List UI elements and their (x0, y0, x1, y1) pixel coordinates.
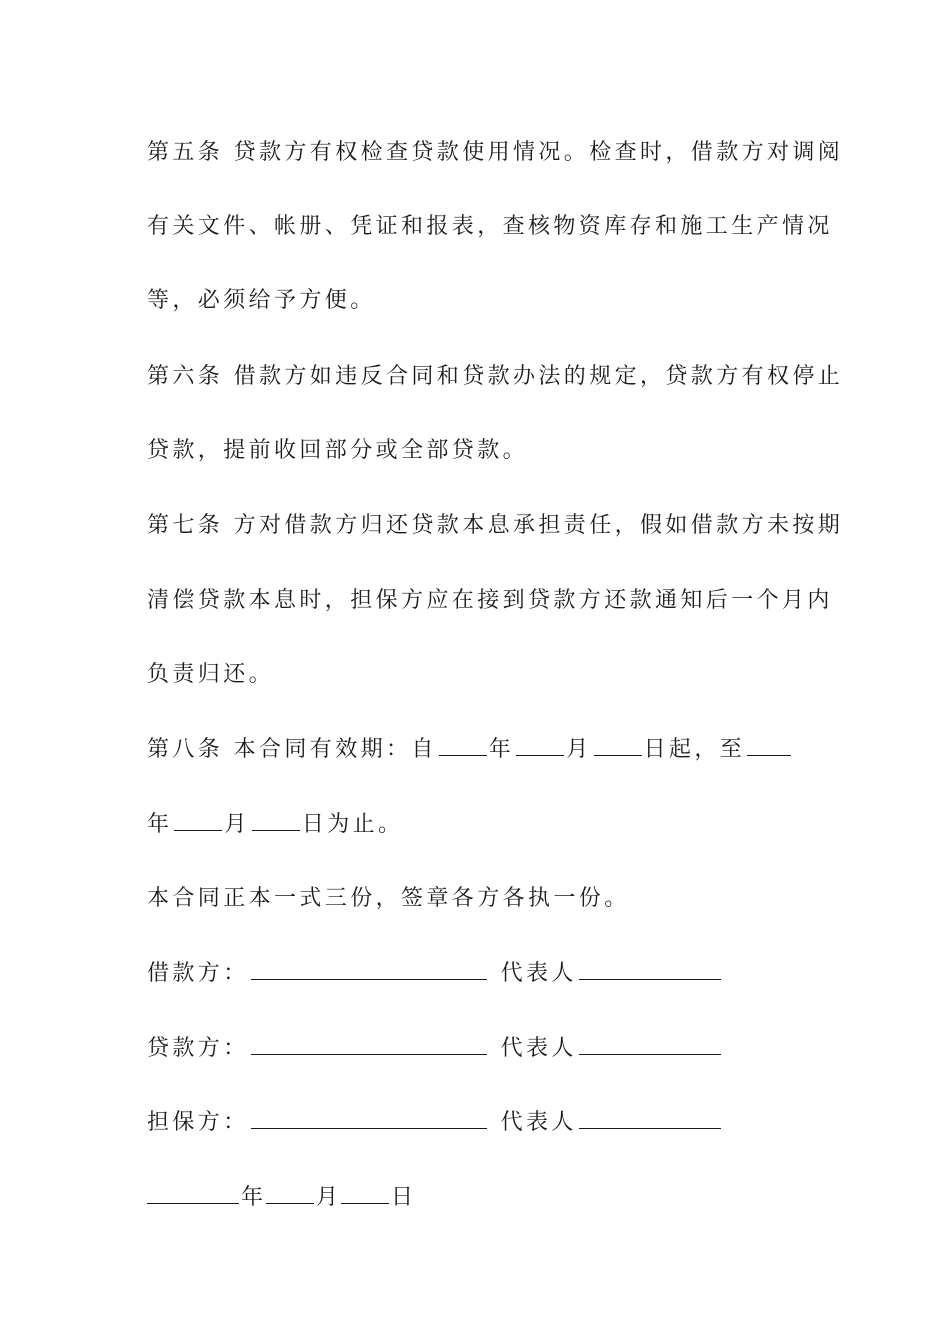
lender-label: 贷款方： (147, 1036, 249, 1061)
borrower-blank (251, 959, 487, 980)
article-7-line-2: 清偿贷款本息时，担保方应在接到贷款方还款通知后一个月内 (147, 588, 833, 613)
date-year-label: 年 (241, 1185, 265, 1210)
date-day-label: 日 (391, 1185, 415, 1210)
end-year-blank (747, 735, 791, 756)
copies-statement: 本合同正本一式三份，签章各方各执一份。 (147, 886, 630, 911)
article-8-line-2 (147, 810, 403, 840)
guarantor-blank (251, 1108, 487, 1129)
article-8-year2-label: 年 (147, 812, 173, 837)
article-5-line-3: 等，必须给予方便。 (147, 288, 376, 313)
date-month-blank (266, 1183, 314, 1204)
article-8-year-label: 年 (488, 737, 515, 762)
date-month-label: 月 (316, 1185, 340, 1210)
borrower-rep-label: 代表人 (500, 961, 577, 986)
date-day-blank (341, 1183, 389, 1204)
article-5-line-2: 有关文件、帐册、凭证和报表，查核物资库存和施工生产情况 (147, 214, 833, 239)
start-day-blank (594, 735, 642, 756)
start-month-blank (516, 735, 564, 756)
guarantor-label: 担保方： (147, 1110, 249, 1135)
guarantor-rep-label: 代表人 (500, 1110, 577, 1135)
article-8-month2-label: 月 (224, 812, 250, 837)
start-year-blank (439, 735, 487, 756)
lender-blank (251, 1034, 487, 1055)
signing-date-row (147, 1183, 414, 1213)
article-8-prefix: 第八条 本合同有效期：自 (147, 737, 437, 762)
signature-row-guarantor (147, 1108, 723, 1138)
signature-row-borrower (147, 959, 723, 989)
article-8-month-label: 月 (566, 737, 592, 762)
lender-rep-blank (579, 1034, 721, 1055)
article-6-line-1: 第六条 借款方如违反合同和贷款办法的规定，贷款方有权停止 (147, 364, 844, 389)
article-8-day-from-label: 日起，至 (643, 737, 746, 762)
signature-row-lender (147, 1034, 723, 1064)
end-day-blank (252, 810, 300, 831)
article-7-line-1: 第七条 方对借款方归还贷款本息承担责任，假如借款方未按期 (147, 513, 844, 538)
article-5-line-1: 第五条 贷款方有权检查贷款使用情况。检查时，借款方对调阅 (147, 140, 844, 165)
borrower-label: 借款方： (147, 961, 249, 986)
article-8-day-to-label: 日为止。 (301, 812, 404, 837)
end-month-blank (174, 810, 222, 831)
date-year-blank (147, 1183, 239, 1204)
lender-rep-label: 代表人 (500, 1036, 577, 1061)
borrower-rep-blank (579, 959, 721, 980)
article-8-line-1 (147, 735, 793, 765)
article-7-line-3: 负责归还。 (147, 662, 275, 687)
article-6-line-2: 贷款，提前收回部分或全部贷款。 (147, 438, 529, 463)
guarantor-rep-blank (579, 1108, 721, 1129)
